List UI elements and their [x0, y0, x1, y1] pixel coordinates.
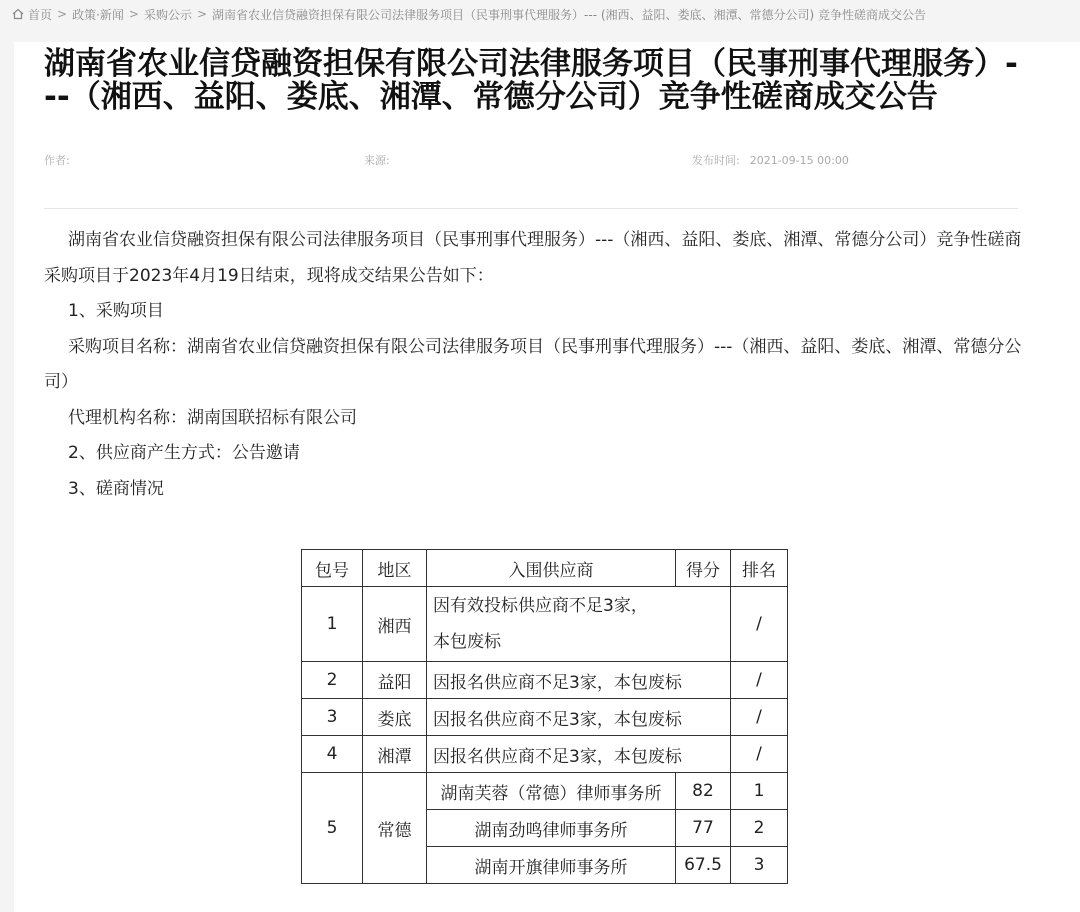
- article-author: [44, 152, 70, 168]
- score: 77: [676, 810, 731, 847]
- date-label: 发布时间:: [692, 154, 740, 167]
- rank: /: [731, 662, 788, 699]
- supplier: 湖南劲鸣律师事务所: [427, 810, 676, 847]
- header-supplier: 入围供应商: [427, 550, 676, 587]
- agency-name: 代理机构名称：湖南国联招标有限公司: [68, 407, 357, 428]
- supplier-text: 因有效投标供应商不足3家，本包废标: [433, 596, 648, 652]
- project-name: 采购项目名称：湖南省农业信贷融资担保有限公司法律服务项目（民事刑事代理服务）---（湘西、益阳、娄底、湘潭、常德分公司）: [44, 336, 1022, 392]
- package-no: 1: [302, 587, 363, 662]
- region: 常德: [363, 773, 427, 884]
- region: 益阳: [363, 662, 427, 699]
- article-source: [364, 152, 390, 168]
- rank: 1: [731, 773, 788, 810]
- table-row: [302, 662, 788, 699]
- supplier: 因报名供应商不足3家，本包废标: [427, 662, 731, 699]
- package-no: 4: [302, 736, 363, 773]
- date-value: 2021-09-15 00:00: [749, 154, 849, 167]
- home-icon: [12, 8, 24, 20]
- score: 67.5: [676, 847, 731, 884]
- table-row: [302, 773, 788, 810]
- breadcrumb-separator: >: [196, 7, 208, 21]
- section-heading-1: 1、采购项目: [68, 301, 164, 321]
- divider: [44, 208, 1018, 209]
- breadcrumb-procurement-link[interactable]: 采购公示: [143, 7, 192, 22]
- package-no: 5: [302, 773, 363, 884]
- header-package-no: 包号: [302, 550, 363, 587]
- region: 湘西: [363, 587, 427, 662]
- table-row: [302, 587, 788, 662]
- breadcrumb-separator: >: [57, 7, 68, 21]
- source-label: 来源:: [364, 154, 390, 167]
- rank: 2: [731, 810, 788, 847]
- article-date: [692, 152, 849, 168]
- results-table: [301, 549, 788, 884]
- rank: /: [731, 699, 788, 736]
- breadcrumb-separator: >: [128, 7, 139, 21]
- table-row: [302, 699, 788, 736]
- region: 湘潭: [363, 736, 427, 773]
- header-score: 得分: [676, 550, 731, 587]
- table-row: [302, 736, 788, 773]
- rank: 3: [731, 847, 788, 884]
- supplier: 因报名供应商不足3家，本包废标: [427, 699, 731, 736]
- score: 82: [676, 773, 731, 810]
- breadcrumb-policy-news-link[interactable]: 政策·新闻: [72, 7, 124, 22]
- supplier: 湖南芙蓉（常德）律师事务所: [427, 773, 676, 810]
- author-label: 作者:: [44, 154, 70, 167]
- section-heading-3: 3、磋商情况: [68, 478, 164, 499]
- header-rank: 排名: [731, 550, 788, 587]
- article-body: [44, 223, 1024, 507]
- package-no: 2: [302, 662, 363, 699]
- supplier: 因报名供应商不足3家，本包废标: [427, 736, 731, 773]
- breadcrumb: [12, 4, 926, 24]
- table-header-row: [302, 550, 788, 587]
- page-title: 湖南省农业信贷融资担保有限公司法律服务项目（民事刑事代理服务）---（湘西、益阳、娄底、湘潭、常德分公司）竞争性磋商成交公告: [44, 46, 1018, 115]
- supplier: 湖南开旗律师事务所: [427, 847, 676, 884]
- header-region: 地区: [363, 550, 427, 587]
- region: 娄底: [363, 699, 427, 736]
- rank: /: [731, 587, 788, 662]
- breadcrumb-current: 湖南省农业信贷融资担保有限公司法律服务项目（民事刑事代理服务）--- (湘西、益阳、娄底、湘潭、常德分公司) 竞争性磋商成交公告: [212, 7, 927, 22]
- section-heading-2: 2、供应商产生方式：公告邀请: [68, 443, 300, 463]
- breadcrumb-home-link[interactable]: 首页: [28, 7, 53, 22]
- intro-paragraph: 湖南省农业信贷融资担保有限公司法律服务项目（民事刑事代理服务）---（湘西、益阳、娄底、湘潭、常德分公司）竞争性磋商采购项目于2023年4月19日结束，现将成交结果公告如下：: [44, 230, 1022, 286]
- rank: /: [731, 736, 788, 773]
- supplier: [427, 587, 731, 662]
- package-no: 3: [302, 699, 363, 736]
